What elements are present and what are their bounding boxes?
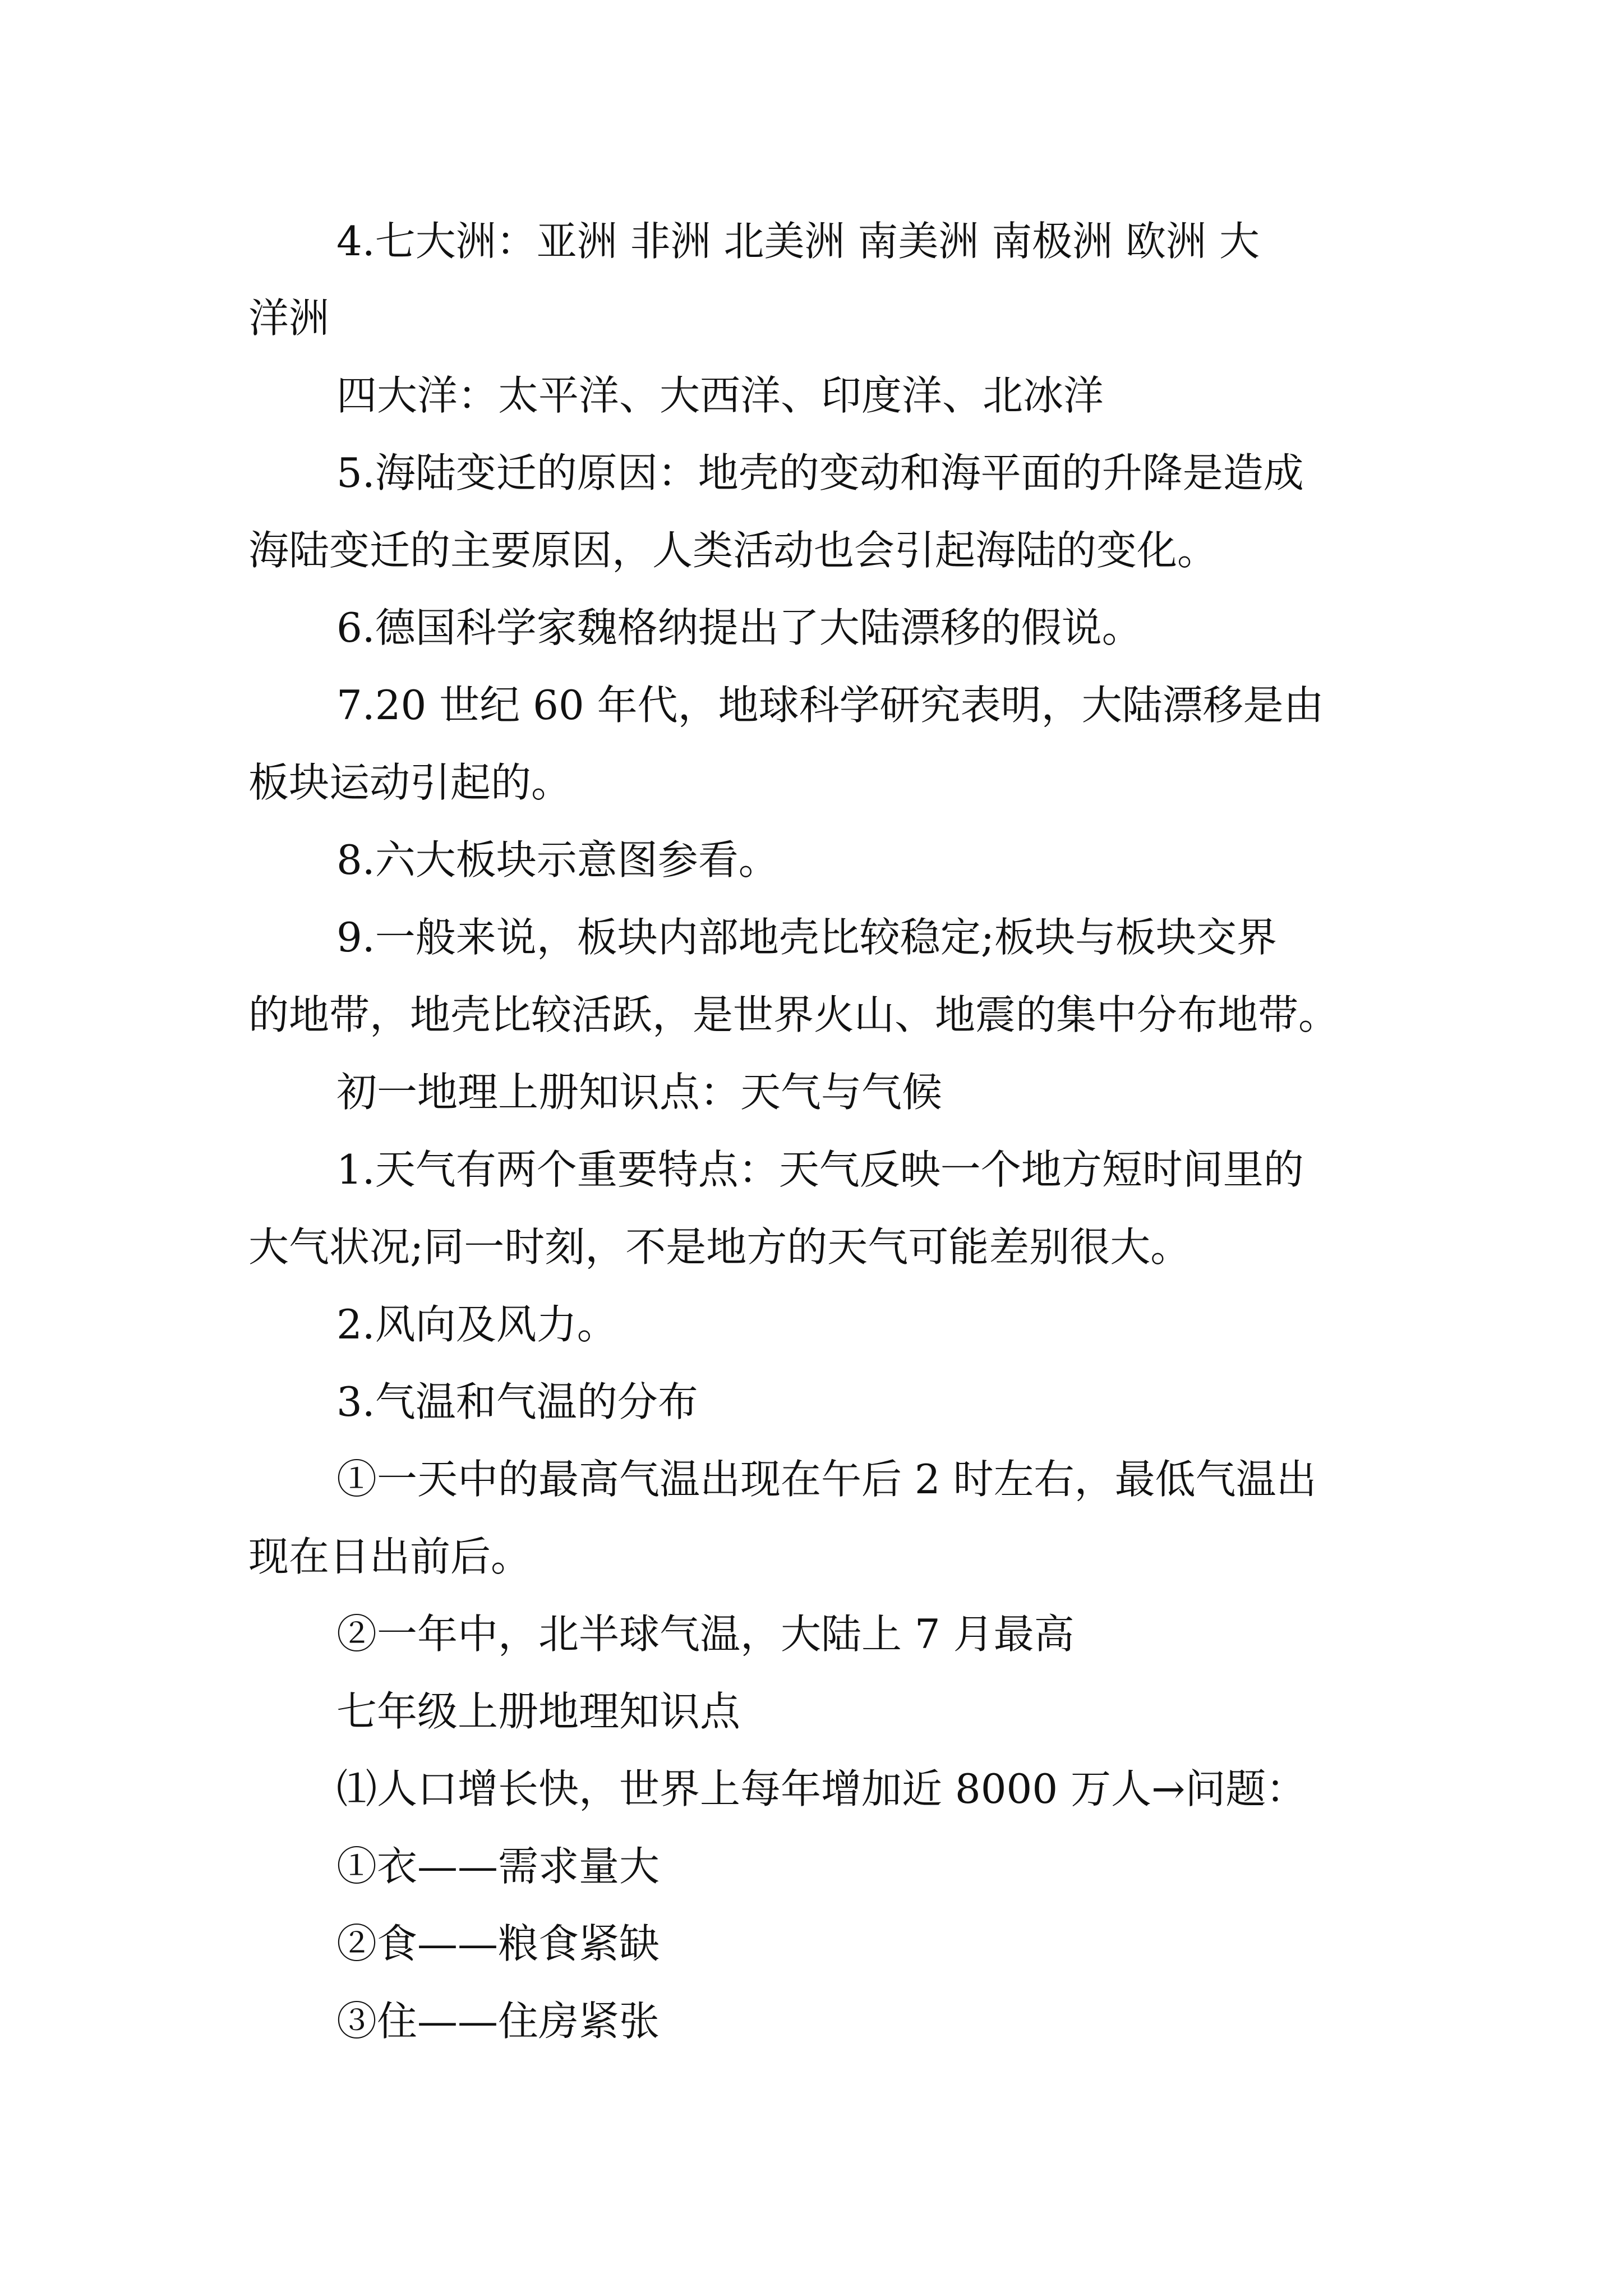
text-line: 8.六大板块示意图参看。 <box>336 836 779 884</box>
text-line: 海陆变迁的主要原因，人类活动也会引起海陆的变化。 <box>248 527 1218 574</box>
text-line: 1.天气有两个重要特点：天气反映一个地方短时间里的 <box>336 1146 1304 1193</box>
text-line: ①一天中的最高气温出现在午后 2 时左右，最低气温出 <box>336 1456 1317 1503</box>
text-line: 大气状况;同一时刻，不是地方的天气可能差别很大。 <box>248 1223 1191 1271</box>
text-line: 七年级上册地理知识点 <box>336 1688 741 1735</box>
text-line: ⑴人口增长快，世界上每年增加近 8000 万人→问题： <box>336 1765 1307 1812</box>
text-line: 的地带，地壳比较活跃，是世界火山、地震的集中分布地带。 <box>248 991 1339 1038</box>
text-line: ①衣——需求量大 <box>336 1843 660 1890</box>
text-line: 9.一般来说，板块内部地壳比较稳定;板块与板块交界 <box>336 914 1277 961</box>
text-line: 四大洋：太平洋、大西洋、印度洋、北冰洋 <box>336 372 1104 419</box>
text-line: 7.20 世纪 60 年代，地球科学研究表明，大陆漂移是由 <box>336 682 1324 729</box>
text-line: ②一年中，北半球气温，大陆上 7 月最高 <box>336 1611 1075 1658</box>
text-line: 初一地理上册知识点：天气与气候 <box>336 1069 943 1116</box>
text-line: 4.七大洲：亚洲 非洲 北美洲 南美洲 南极洲 欧洲 大 <box>336 218 1260 265</box>
text-line: ②食——粮食紧缺 <box>336 1920 660 1967</box>
text-line: 5.海陆变迁的原因：地壳的变动和海平面的升降是造成 <box>336 449 1304 496</box>
text-line: 2.风向及风力。 <box>336 1301 617 1348</box>
text-line: 现在日出前后。 <box>248 1533 532 1580</box>
text-line: 板块运动引起的。 <box>248 759 572 806</box>
text-line: 洋洲 <box>248 295 330 342</box>
text-line: ③住——住房紧张 <box>336 1998 660 2045</box>
text-line: 6.德国科学家魏格纳提出了大陆漂移的假说。 <box>336 604 1142 651</box>
text-line: 3.气温和气温的分布 <box>336 1378 698 1425</box>
